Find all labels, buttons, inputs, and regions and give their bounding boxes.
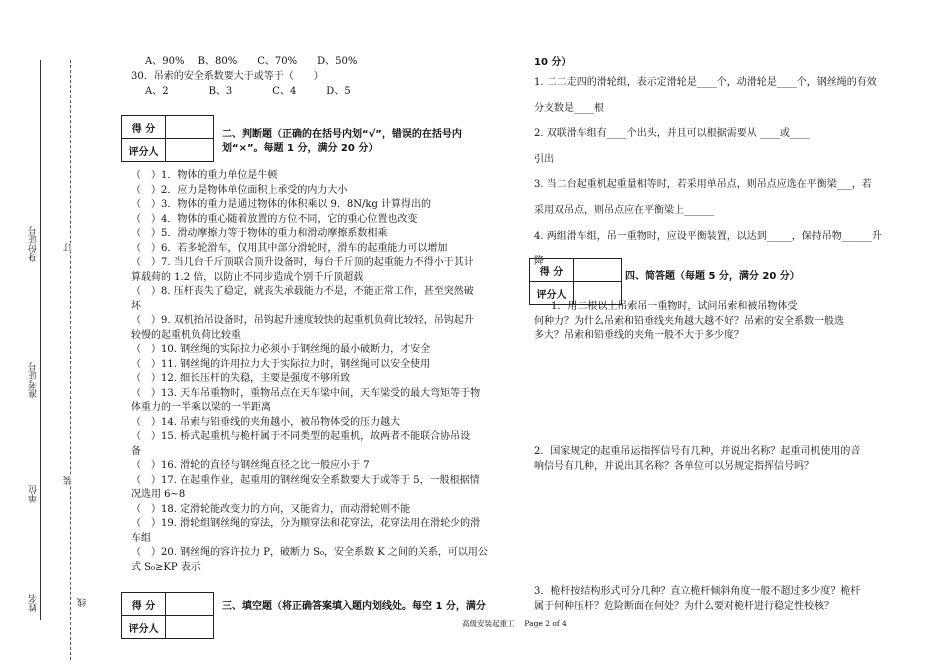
unit-label: 单位 — [29, 485, 39, 503]
judge-question-line: 况选用 6~8 — [131, 489, 186, 500]
judge-question-line: 算载荷的 1.2 倍，以防止不同步造成个别千斤顶超载 — [131, 271, 364, 283]
short-answer-q3 — [534, 585, 860, 614]
question-line: 属于何种压杆？危险断面在何处？为什么要对桅杆进行稳定性校核？ — [534, 600, 834, 612]
fill-question-line: 4. 两组滑车组，吊一重物时，应设平衡装置，以达到_____，保持吊物______升 — [534, 230, 882, 242]
judge-question-line: （ ）13. 天车吊重物时，重物吊点在天车梁中间，天车梁受的最大弯矩等于物 — [131, 387, 481, 399]
cut-mark-zhuang: 装 — [64, 476, 74, 485]
judge-question-line: 备 — [131, 445, 141, 457]
score-cell[interactable] — [574, 259, 622, 282]
judge-question-line: （ ）8. 压杆丧失了稳定，就丧失承载能力不是，不能正常工作，甚至突然破 — [131, 286, 474, 297]
judge-question-line: （ ）18. 定滑轮能改变力的方向，又能省力，而动滑轮则不能 — [131, 503, 411, 515]
judge-question-line: （ ）19. 滑轮组钢丝绳的穿法，分为顺穿法和花穿法，花穿法用在滑轮少的滑 — [131, 518, 481, 529]
question-line: 1．用二根以上吊索吊一重物时，试问吊索和被吊物体受 — [551, 301, 798, 312]
grader-cell[interactable] — [166, 139, 214, 162]
cut-line — [70, 60, 71, 660]
fill-question-line: 分支数是____根 — [534, 102, 604, 114]
section3-score-box — [121, 592, 214, 639]
judge-question-line: （ ）16. 滑轮的直径与钢丝绳直径之比一般应小于 7 — [131, 460, 370, 471]
grader-label: 评分人 — [122, 616, 166, 639]
id-no-label: 身份证号 — [29, 226, 39, 262]
judge-question-line: 坏 — [131, 300, 141, 312]
judge-question-line: （ ）11. 钢丝绳的许用拉力大于实际拉力时，钢丝绳可以安全使用 — [131, 358, 431, 370]
fill-question-line: 1. 二二走四的滑轮组，表示定滑轮是____个，动滑轮是____个，钢丝绳的有效 — [534, 77, 877, 88]
q30-question: 30．吊索的安全系数要大于或等于（ ） — [131, 71, 324, 82]
grader-label: 评分人 — [122, 139, 166, 162]
question-line: 多大？吊索和铅垂线的夹角一般不大于多少度？ — [534, 330, 744, 341]
judge-question-line: （ ）2．应力是物体单位面积上承受的内力大小 — [131, 184, 348, 196]
section4-score-box — [529, 258, 622, 305]
fill-question-list — [534, 70, 904, 275]
judge-question-line: （ ）5．滑动摩擦力等于物体的重力和滑动摩擦系数相乘 — [131, 228, 388, 239]
grader-label: 评分人 — [530, 282, 574, 305]
score-label: 得 分 — [122, 593, 166, 616]
question-line: 响信号有几种，并说出其名称？各单位可以另规定指挥信号吗？ — [534, 460, 814, 472]
exam-no-label: 准考证号 — [29, 362, 39, 398]
page-footer — [462, 618, 567, 629]
name-label: 姓名 — [29, 594, 39, 612]
judge-question-line: （ ）3．物体的重力是通过物体的体积乘以 9．8N/kg 计算得出的 — [131, 199, 432, 210]
judge-question-line: （ ）14. 吊索与铅垂线的夹角越小，被吊物体受的压力越大 — [131, 416, 401, 428]
judge-question-line: （ ）4．物体的重心随着放置的方位不同，它的重心位置也改变 — [131, 213, 418, 225]
section2-title-line2: 划“×”。每题 1 分，满分 20 分） — [222, 143, 379, 154]
fill-question-line: 引出 — [534, 153, 554, 165]
footer-page-number: Page 2 of 4 — [524, 619, 567, 628]
cut-mark-ding: 订 — [64, 243, 74, 252]
judge-question-line: 车组 — [131, 532, 151, 544]
question-line: 2．国家规定的起重吊运指挥信号有几种，并说出名称？起重司机使用的音 — [534, 446, 861, 457]
footer-title: 高级安装起重工 — [462, 619, 515, 628]
judge-question-line: （ ）17. 在起重作业，起重用的钢丝绳安全系数要大于或等于 5，一般根据情 — [131, 474, 480, 486]
cut-mark-xian: 线 — [78, 598, 88, 607]
section2-score-box — [121, 115, 214, 162]
judge-question-line: （ ）12. 细长压杆的失稳，主要是强度不够所致 — [131, 373, 351, 384]
score-cell[interactable] — [166, 593, 214, 616]
fill-question-line: 3. 当二台起重机起重量相等时，若采用单吊点，则吊点应选在平衡梁___，若 — [534, 179, 872, 191]
fill-question-line: 采用双吊点，则吊点应在平衡梁上______ — [534, 204, 714, 216]
judge-question-line: （ ）9. 双机抬吊设备时，吊钩起升速度较快的起重机负荷比较轻，吊钩起升 — [131, 315, 474, 326]
margin-rule — [40, 60, 41, 620]
score-label: 得 分 — [530, 259, 574, 282]
section3-title: 三、填空题（将正确答案填入题内划线处。每空 1 分，满分 — [222, 601, 486, 612]
judge-question-line: 体重力的一半乘以梁的一半距离 — [131, 402, 271, 413]
score-cell[interactable] — [166, 116, 214, 139]
q30-options: A、2 B、3 C、4 D、5 — [145, 86, 351, 97]
fill-question-line: 降 — [534, 256, 544, 268]
short-answer-q1 — [534, 300, 844, 344]
score-label: 得 分 — [122, 116, 166, 139]
section2-title-line1: 二、判断题（正确的在括号内划“√”，错误的在括号内 — [222, 129, 462, 140]
short-answer-q2 — [534, 445, 860, 474]
judge-question-line: （ ）15. 桥式起重机与桅杆属于不同类型的起重机，故两者不能联合协吊设 — [131, 431, 471, 442]
grader-cell[interactable] — [166, 616, 214, 639]
judge-question-line: 较慢的起重机负荷比较重 — [131, 329, 241, 341]
judge-question-line: （ ）7. 当几台千斤顶联合顶升设备时，每台千斤顶的起重能力不得小于其计 — [131, 257, 474, 268]
judge-question-line: （ ）6．若多轮滑车，仅用其中部分滑轮时，滑车的起重能力可以增加 — [131, 242, 448, 254]
q29-options: A、90% B、80% C、70% D、50% — [145, 56, 358, 67]
judge-question-list — [131, 169, 501, 575]
section3-title-cont: 10 分） — [534, 57, 572, 68]
judge-question-line: 式 S₀≥KP 表示 — [131, 561, 201, 573]
judge-question-line: （ ）20. 钢丝绳的容许拉力 P，破断力 S₀，安全系数 K 之间的关系，可以用公 — [131, 547, 488, 558]
question-line: 何种力？为什么吊索和铅垂线夹角越大越不好？吊索的安全系数一般选 — [534, 315, 844, 327]
judge-question-line: （ ）1．物体的重力单位是牛顿 — [131, 170, 278, 181]
fill-question-line: 2. 双联滑车组有____个出头，并且可以根据需要从 ____或____ — [534, 128, 810, 140]
question-line: 3．桅杆按结构形式可分几种？直立桅杆倾斜角度一般不超过多少度？桅杆 — [534, 586, 861, 597]
judge-question-line: （ ）10. 钢丝绳的实际拉力必须小于钢丝绳的最小破断力，才安全 — [131, 344, 431, 355]
section4-title: 四、简答题（每题 5 分，满分 20 分） — [625, 271, 800, 282]
